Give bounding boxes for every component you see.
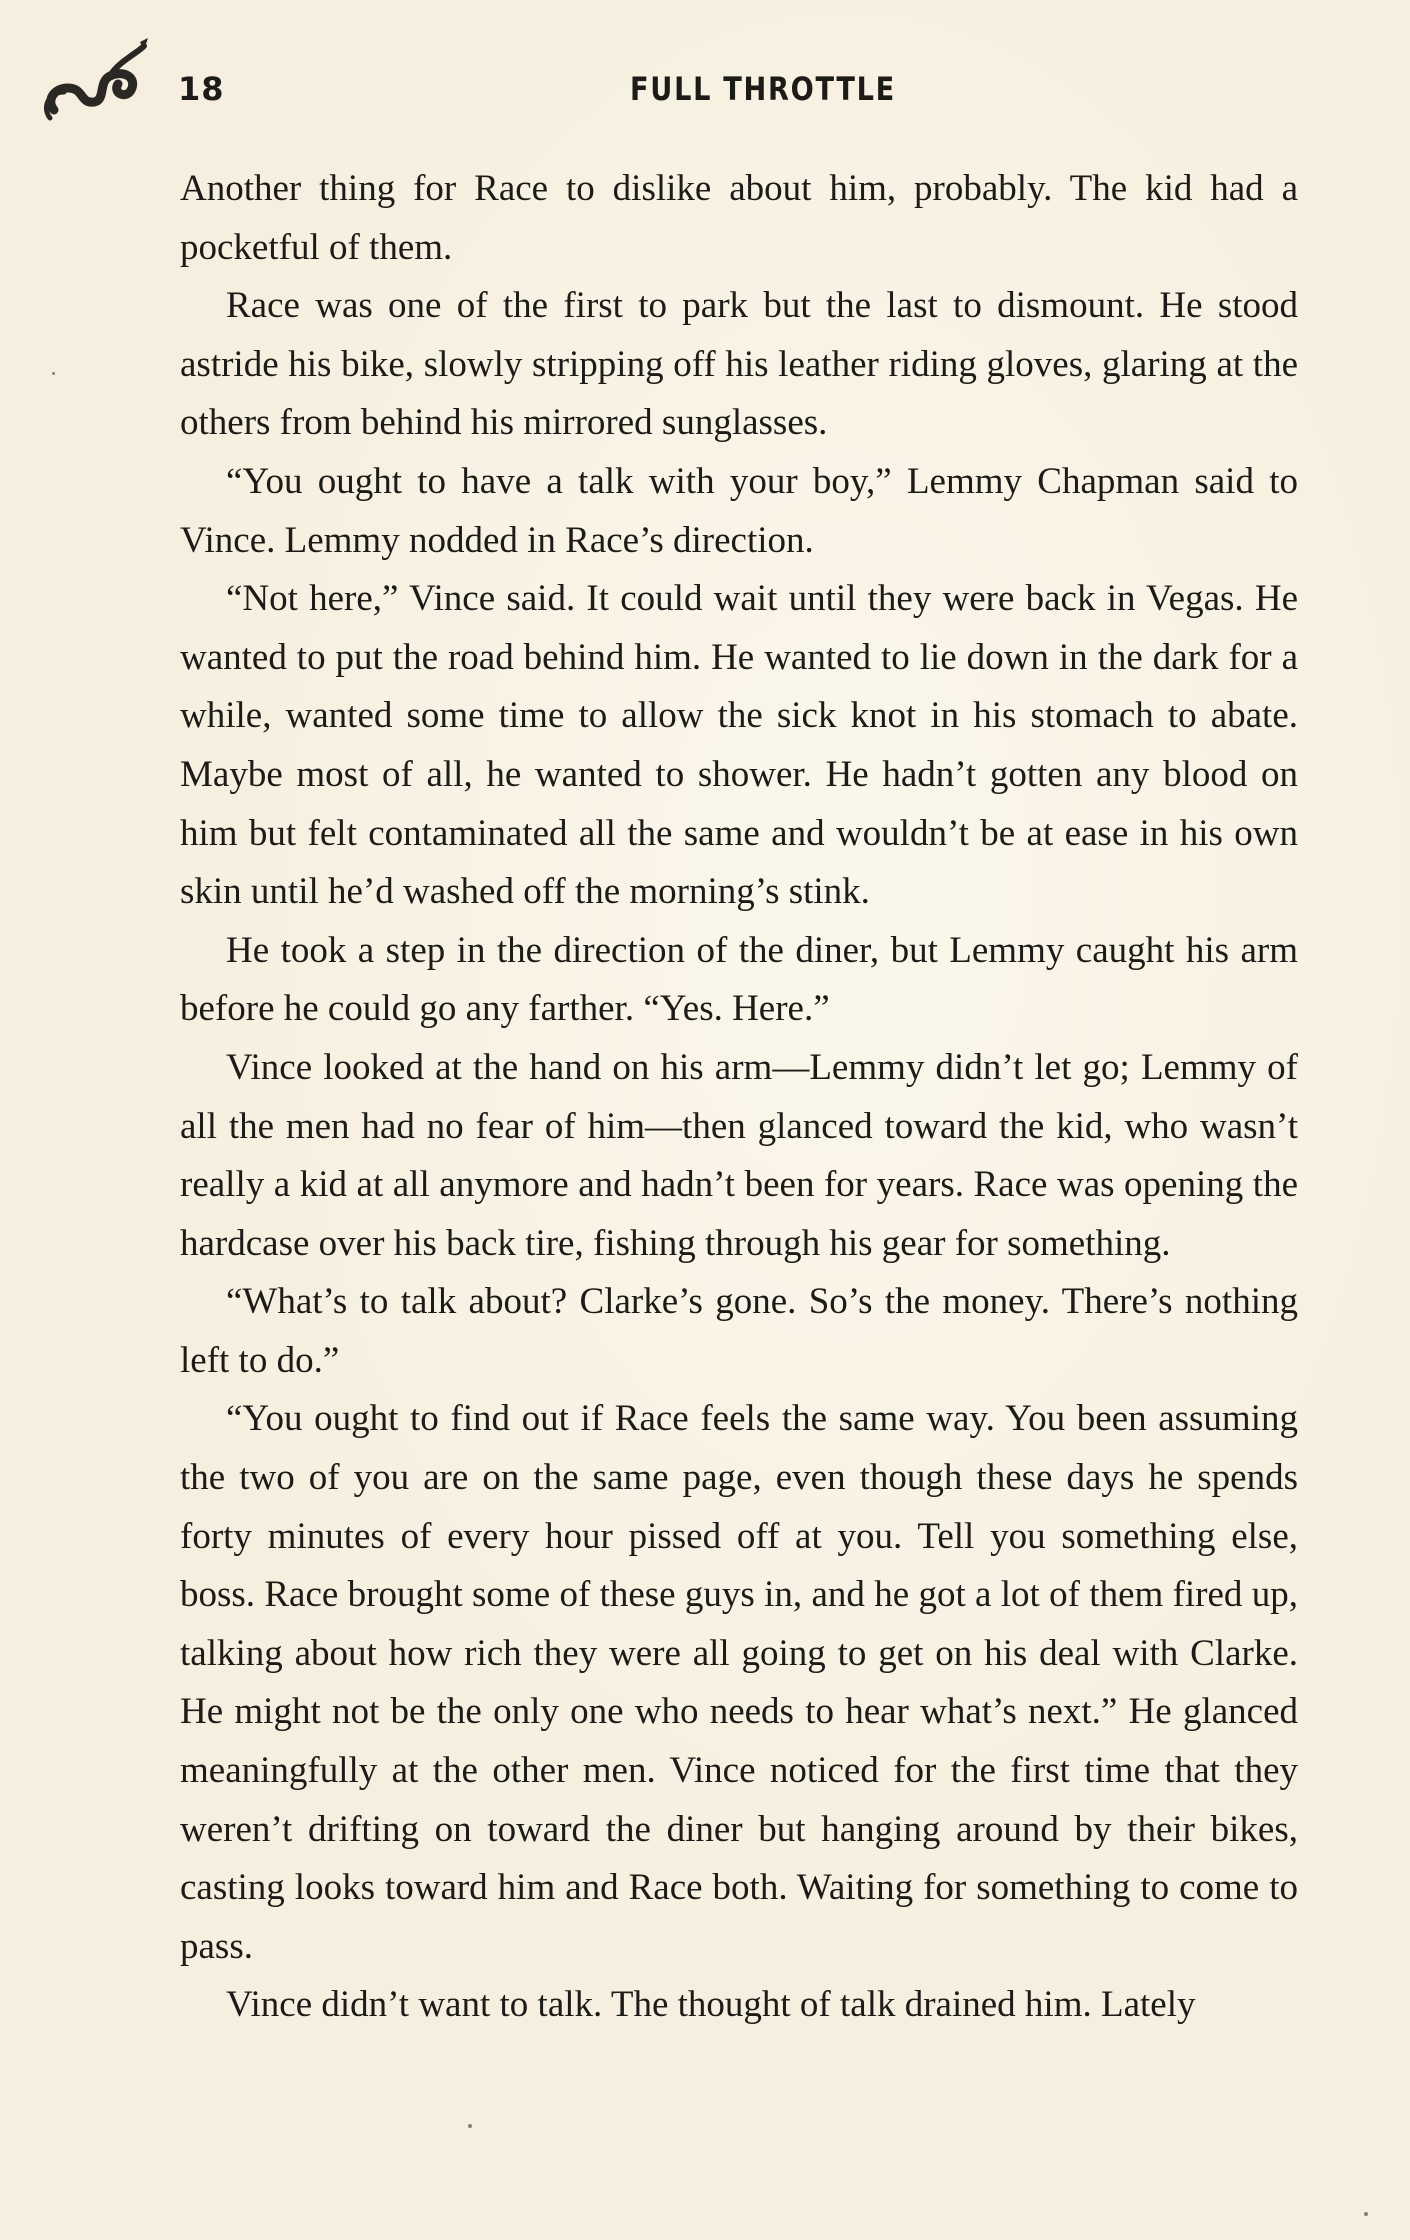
paragraph: “What’s to talk about? Clarke’s gone. So’s the money. There’s nothing left to do.” bbox=[180, 1281, 1298, 1381]
paragraph: Vince looked at the hand on his arm—Lemmy didn’t let go; Lemmy of all the men had no fear of him—then glanced toward the kid, who wasn’t really a kid at all anymore and hadn’t been for years. Race was opening the hardcase over his back tire, fishing through his gear for something. bbox=[180, 1046, 1298, 1264]
paragraph: He took a step in the direction of the diner, but Lemmy caught his arm before he could go any farther. “Yes. Here.” bbox=[180, 929, 1298, 1030]
running-head: FULL THROTTLE bbox=[630, 70, 896, 108]
paper-speck bbox=[468, 2124, 472, 2128]
serpent-logo-icon bbox=[40, 28, 150, 128]
paragraph: “You ought to find out if Race feels the same way. You been assuming the two of you are on the same page, even though these days he spends forty minutes of every hour pissed off at you. Tell you something else, boss. Race brought some of these guys in, and he got a lot of them fired up, talking about how rich they were all going to get on his deal with Clarke. He might not be the only one who needs to hear what’s next.” He glanced meaningfully at the other men. Vince noticed for the first time that they weren’t drifting on toward the diner but hanging around by their bikes, casting looks toward him and Race both. Waiting for something to come to pass. bbox=[180, 1398, 1298, 1967]
paragraph: Vince didn’t want to talk. The thought of talk drained him. Lately bbox=[226, 1984, 1196, 2026]
paragraph: “You ought to have a talk with your boy,” Lemmy Chapman said to Vince. Lemmy nodded in Race’s direction. bbox=[180, 460, 1298, 561]
paper-speck bbox=[1364, 2212, 1368, 2216]
paragraph: Race was one of the first to park but the last to dismount. He stood astride his bike, slowly stripping off his leather riding gloves, glaring at the others from behind his mirrored sunglasses. bbox=[180, 285, 1298, 444]
body-text bbox=[180, 160, 1298, 2035]
paragraph: Another thing for Race to dislike about him, probably. The kid had a pocketful of them. bbox=[180, 168, 1298, 268]
page-number: 18 bbox=[178, 70, 225, 108]
paragraph: “Not here,” Vince said. It could wait until they were back in Vegas. He wanted to put the road behind him. He wanted to lie down in the dark for a while, wanted some time to allow the sick knot in his stomach to abate. Maybe most of all, he wanted to shower. He hadn’t gotten any blood on him but felt contaminated all the same and wouldn’t be at ease in his own skin until he’d washed off the morning’s stink. bbox=[180, 578, 1298, 913]
paper-speck bbox=[52, 372, 55, 375]
